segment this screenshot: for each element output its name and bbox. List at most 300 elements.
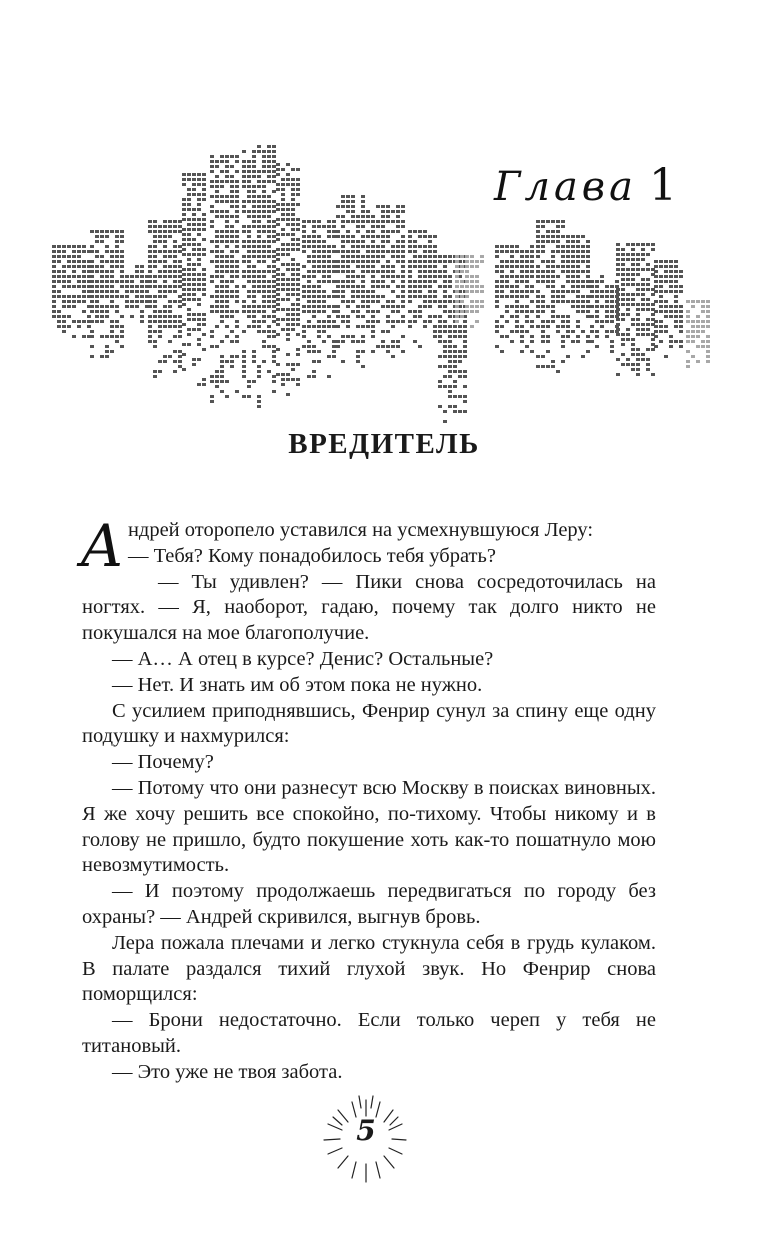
building-window — [272, 175, 276, 178]
building-window — [453, 395, 457, 398]
building-window — [525, 315, 529, 318]
building-window — [566, 270, 570, 273]
building-window — [448, 365, 452, 368]
building-window — [230, 280, 234, 283]
building-window — [110, 260, 114, 263]
building-window — [257, 250, 261, 253]
building-window — [706, 340, 710, 343]
building-window — [267, 220, 271, 223]
building-window — [401, 305, 405, 308]
building-window — [413, 250, 417, 253]
building-window — [322, 225, 326, 228]
building-window — [148, 295, 152, 298]
building-window — [153, 300, 157, 303]
building-window — [541, 270, 545, 273]
building-window — [272, 320, 276, 323]
building-window — [281, 198, 285, 201]
building-window — [163, 305, 167, 308]
building-window — [595, 310, 599, 313]
building-window — [135, 290, 139, 293]
building-window — [679, 290, 683, 293]
building-window — [541, 240, 545, 243]
building-window — [495, 270, 499, 273]
building-window — [386, 315, 390, 318]
building-window — [659, 260, 663, 263]
building-window — [67, 245, 71, 248]
building-window — [448, 285, 452, 288]
building-window — [590, 305, 594, 308]
building-window — [381, 245, 385, 248]
building-window — [520, 325, 524, 328]
building-window — [192, 283, 196, 286]
building-window — [626, 253, 630, 256]
building-window — [247, 380, 251, 383]
building-window — [336, 280, 340, 283]
building-window — [418, 345, 422, 348]
building-window — [242, 180, 246, 183]
building-window — [62, 245, 66, 248]
building-window — [77, 320, 81, 323]
building-window — [296, 243, 300, 246]
building-window — [220, 235, 224, 238]
building-window — [272, 270, 276, 273]
building-window — [262, 310, 266, 313]
building-window — [433, 315, 437, 318]
building-window — [327, 335, 331, 338]
building-window — [225, 265, 229, 268]
building-window — [525, 295, 529, 298]
building-window — [67, 305, 71, 308]
building-window — [463, 340, 467, 343]
building-window — [153, 260, 157, 263]
building-window — [276, 268, 280, 271]
building-window — [458, 375, 462, 378]
building-window — [62, 275, 66, 278]
building-window — [460, 285, 464, 288]
building-window — [641, 278, 645, 281]
building-window — [571, 330, 575, 333]
building-window — [696, 335, 700, 338]
building-window — [158, 270, 162, 273]
building-window — [247, 250, 251, 253]
building-window — [455, 310, 459, 313]
building-window — [546, 265, 550, 268]
building-window — [438, 260, 442, 263]
building-window — [267, 335, 271, 338]
building-window — [182, 238, 186, 241]
building-window — [664, 270, 668, 273]
building-window — [115, 230, 119, 233]
building-window — [525, 285, 529, 288]
building-window — [307, 240, 311, 243]
building-window — [616, 298, 620, 301]
building-window — [148, 255, 152, 258]
building-window — [322, 245, 326, 248]
building-window — [225, 195, 229, 198]
building-window — [401, 225, 405, 228]
building-window — [257, 185, 261, 188]
building-window — [408, 230, 412, 233]
building-window — [616, 313, 620, 316]
building-window — [561, 245, 565, 248]
building-window — [140, 285, 144, 288]
building-window — [197, 178, 201, 181]
building-window — [679, 320, 683, 323]
building-window — [551, 270, 555, 273]
building-window — [235, 295, 239, 298]
building-window — [636, 263, 640, 266]
building-window — [252, 285, 256, 288]
building-window — [281, 193, 285, 196]
building-window — [281, 253, 285, 256]
building-window — [669, 305, 673, 308]
building-window — [610, 310, 614, 313]
building-window — [616, 373, 620, 376]
building-window — [626, 313, 630, 316]
building-window — [438, 320, 442, 323]
building-window — [351, 215, 355, 218]
building-window — [322, 330, 326, 333]
building-window — [105, 295, 109, 298]
building-window — [664, 325, 668, 328]
building-window — [77, 285, 81, 288]
building-window — [530, 290, 534, 293]
building-window — [433, 295, 437, 298]
building-window — [252, 255, 256, 258]
building-window — [581, 330, 585, 333]
building-window — [125, 305, 129, 308]
building-window — [386, 210, 390, 213]
building-window — [551, 290, 555, 293]
building-window — [413, 310, 417, 313]
building-window — [610, 340, 614, 343]
building-window — [443, 290, 447, 293]
building-window — [307, 310, 311, 313]
building-window — [510, 295, 514, 298]
building-window — [307, 305, 311, 308]
building-window — [220, 295, 224, 298]
building-window — [636, 273, 640, 276]
building-window — [322, 260, 326, 263]
building-window — [187, 318, 191, 321]
building-window — [220, 355, 224, 358]
building-window — [182, 218, 186, 221]
building-window — [110, 265, 114, 268]
building-window — [291, 303, 295, 306]
building-window — [257, 180, 261, 183]
building-window — [515, 260, 519, 263]
building-window — [413, 320, 417, 323]
building-window — [178, 320, 182, 323]
building-window — [401, 290, 405, 293]
building-window — [351, 240, 355, 243]
building-window — [356, 360, 360, 363]
building-window — [520, 255, 524, 258]
building-window — [327, 320, 331, 323]
building-window — [276, 173, 280, 176]
building-window — [448, 335, 452, 338]
building-window — [356, 230, 360, 233]
building-window — [646, 303, 650, 306]
building-window — [178, 225, 182, 228]
building-window — [341, 235, 345, 238]
building-window — [267, 210, 271, 213]
building-window — [225, 395, 229, 398]
building-window — [408, 265, 412, 268]
building-window — [210, 205, 214, 208]
building-window — [616, 293, 620, 296]
building-window — [561, 250, 565, 253]
building-window — [546, 340, 550, 343]
building-window — [67, 280, 71, 283]
building-window — [173, 250, 177, 253]
building-window — [418, 275, 422, 278]
building-window — [696, 325, 700, 328]
building-window — [153, 280, 157, 283]
building-window — [168, 315, 172, 318]
building-window — [291, 193, 295, 196]
building-window — [701, 300, 705, 303]
building-window — [520, 310, 524, 313]
building-window — [361, 245, 365, 248]
building-window — [701, 330, 705, 333]
building-window — [220, 375, 224, 378]
building-window — [361, 195, 365, 198]
building-window — [631, 278, 635, 281]
building-window — [242, 245, 246, 248]
building-window — [187, 258, 191, 261]
building-window — [561, 225, 565, 228]
building-window — [530, 340, 534, 343]
building-window — [438, 275, 442, 278]
building-window — [465, 275, 469, 278]
building-window — [302, 285, 306, 288]
building-window — [286, 268, 290, 271]
building-window — [115, 340, 119, 343]
building-window — [361, 275, 365, 278]
building-window — [696, 360, 700, 363]
building-window — [641, 258, 645, 261]
building-window — [247, 245, 251, 248]
building-window — [341, 265, 345, 268]
building-window — [576, 240, 580, 243]
building-window — [210, 335, 214, 338]
building-window — [225, 170, 229, 173]
building-window — [130, 275, 134, 278]
building-window — [664, 260, 668, 263]
building-window — [631, 258, 635, 261]
building-window — [351, 200, 355, 203]
building-window — [505, 305, 509, 308]
building-window — [458, 360, 462, 363]
building-window — [153, 245, 157, 248]
building-window — [272, 200, 276, 203]
building-window — [336, 250, 340, 253]
building-window — [312, 310, 316, 313]
building-window — [551, 320, 555, 323]
building-window — [135, 275, 139, 278]
building-window — [515, 310, 519, 313]
building-window — [536, 305, 540, 308]
building-window — [82, 295, 86, 298]
building-window — [173, 240, 177, 243]
building-window — [225, 325, 229, 328]
building-window — [153, 345, 157, 348]
building-window — [57, 315, 61, 318]
building-window — [495, 325, 499, 328]
building-window — [307, 280, 311, 283]
building-window — [448, 330, 452, 333]
building-window — [272, 375, 276, 378]
building-window — [332, 320, 336, 323]
building-window — [163, 290, 167, 293]
building-window — [626, 333, 630, 336]
building-window — [281, 373, 285, 376]
building-window — [396, 255, 400, 258]
building-window — [443, 265, 447, 268]
building-window — [296, 383, 300, 386]
building-window — [616, 258, 620, 261]
building-window — [272, 285, 276, 288]
building-window — [291, 263, 295, 266]
building-window — [423, 245, 427, 248]
building-window — [595, 335, 599, 338]
building-window — [163, 280, 167, 283]
building-window — [302, 325, 306, 328]
building-window — [168, 275, 172, 278]
building-window — [401, 210, 405, 213]
building-window — [110, 280, 114, 283]
building-window — [621, 278, 625, 281]
building-window — [192, 173, 196, 176]
building-window — [235, 235, 239, 238]
building-window — [262, 260, 266, 263]
building-window — [371, 230, 375, 233]
building-window — [463, 330, 467, 333]
building-window — [230, 255, 234, 258]
building-window — [536, 365, 540, 368]
building-window — [396, 230, 400, 233]
building-window — [595, 315, 599, 318]
building-window — [105, 290, 109, 293]
building-window — [57, 325, 61, 328]
building-window — [500, 350, 504, 353]
building-window — [408, 245, 412, 248]
building-window — [541, 250, 545, 253]
building-window — [120, 260, 124, 263]
building-window — [351, 270, 355, 273]
building-window — [210, 310, 214, 313]
building-window — [696, 345, 700, 348]
building-window — [291, 203, 295, 206]
building-window — [646, 268, 650, 271]
building-window — [312, 285, 316, 288]
building-window — [281, 243, 285, 246]
building-window — [706, 320, 710, 323]
building-window — [125, 285, 129, 288]
building-window — [110, 320, 114, 323]
building-window — [187, 308, 191, 311]
building-window — [267, 150, 271, 153]
building-window — [433, 235, 437, 238]
building-window — [600, 275, 604, 278]
building-window — [235, 270, 239, 273]
building-window — [495, 265, 499, 268]
building-window — [541, 260, 545, 263]
building-window — [470, 290, 474, 293]
building-window — [621, 343, 625, 346]
building-window — [90, 305, 94, 308]
building-window — [586, 350, 590, 353]
building-window — [336, 325, 340, 328]
building-window — [158, 320, 162, 323]
building-window — [272, 350, 276, 353]
building-window — [351, 245, 355, 248]
building-window — [197, 343, 201, 346]
building-window — [158, 250, 162, 253]
building-window — [581, 300, 585, 303]
building-window — [202, 283, 206, 286]
building-window — [322, 300, 326, 303]
building-window — [646, 318, 650, 321]
building-window — [272, 205, 276, 208]
building-window — [210, 375, 214, 378]
building-window — [257, 255, 261, 258]
building-window — [556, 265, 560, 268]
building-window — [351, 340, 355, 343]
building-window — [376, 320, 380, 323]
building-window — [600, 280, 604, 283]
building-window — [641, 293, 645, 296]
paragraph-3: — Ты удивлен? — Пики снова сосредоточилась на ногтях. — Я, наоборот, гадаю, почему так долго никто не покушался на мое благополучие. — [82, 570, 656, 645]
building-window — [566, 325, 570, 328]
building-window — [115, 320, 119, 323]
building-window — [153, 275, 157, 278]
building-window — [646, 243, 650, 246]
paragraph-9: — И поэтому продолжаешь передвигаться по городу без охраны? — Андрей скривился, выгнув бровь. — [82, 880, 656, 928]
building-window — [100, 240, 104, 243]
building-window — [631, 323, 635, 326]
building-window — [423, 305, 427, 308]
building-window — [296, 308, 300, 311]
building-window — [455, 260, 459, 263]
building-window — [210, 220, 214, 223]
building-window — [351, 235, 355, 238]
building-window — [247, 315, 251, 318]
building-window — [291, 288, 295, 291]
building-window — [115, 325, 119, 328]
building-window — [556, 315, 560, 318]
building-window — [401, 250, 405, 253]
building-window — [77, 325, 81, 328]
building-window — [631, 243, 635, 246]
building-window — [646, 298, 650, 301]
building-window — [448, 390, 452, 393]
building-window — [267, 330, 271, 333]
building-window — [631, 318, 635, 321]
building-window — [341, 280, 345, 283]
building-window — [257, 270, 261, 273]
building-window — [500, 335, 504, 338]
building-window — [82, 320, 86, 323]
building-window — [361, 350, 365, 353]
building-window — [566, 300, 570, 303]
building-window — [556, 330, 560, 333]
building-window — [455, 285, 459, 288]
building-window — [281, 283, 285, 286]
building-window — [515, 295, 519, 298]
building-window — [257, 235, 261, 238]
